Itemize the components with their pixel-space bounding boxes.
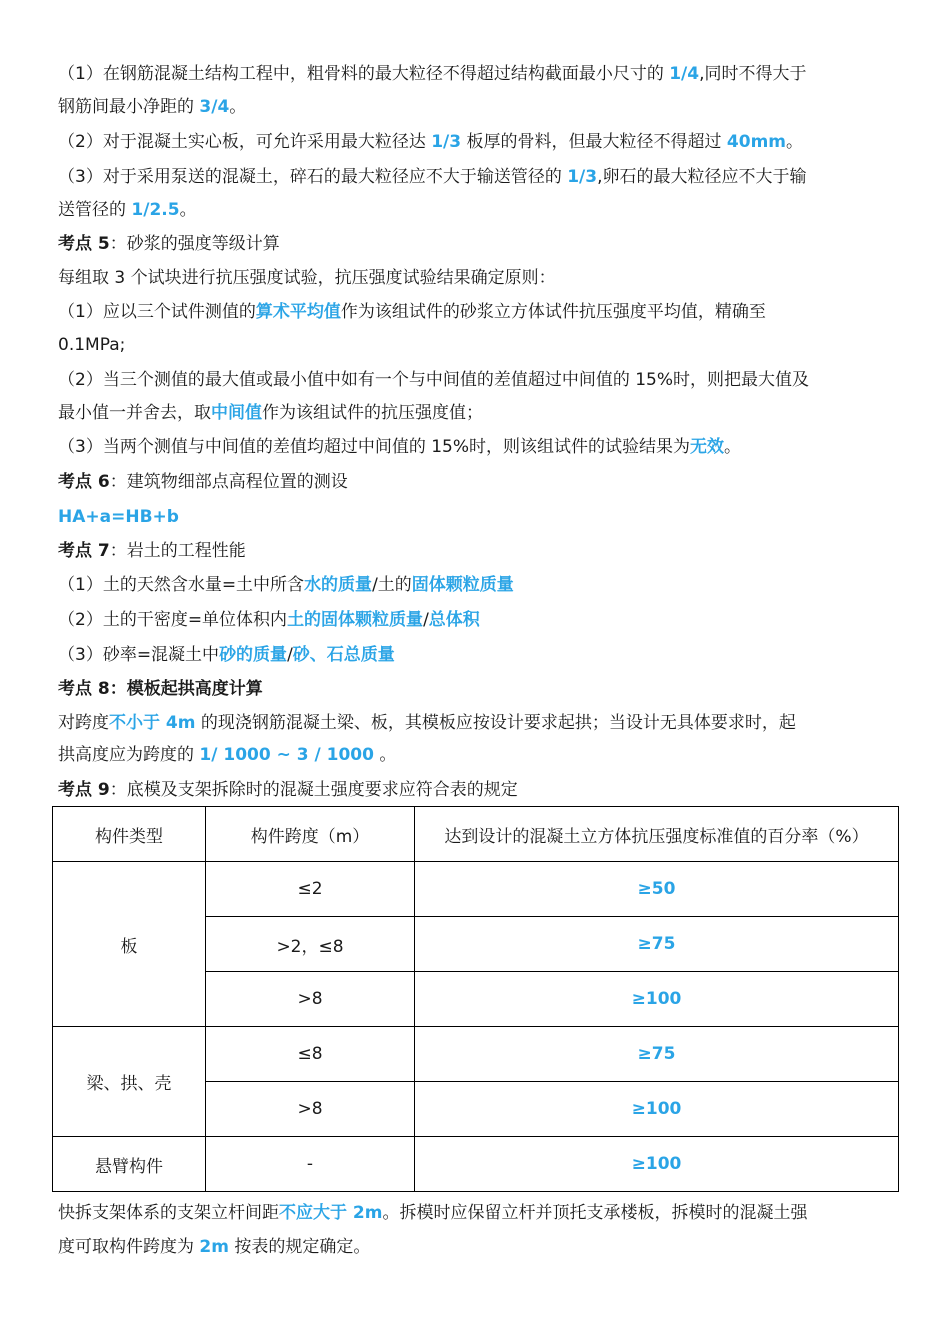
strength-cell: ≥75 [415,917,899,972]
section-7-rule-1 [58,574,898,596]
heading-text: ：模板起拱高度计算 [109,679,263,699]
highlight: 3/4 [199,97,230,117]
section-5-rule-2-line-2 [58,402,898,424]
section-heading-6 [58,471,898,493]
text: （2）土的干密度=单位体积内 [58,610,288,630]
heading-text: ：底模及支架拆除时的混凝土强度要求应符合表的规定 [109,780,518,800]
text: 对跨度 [58,713,109,733]
formula [58,506,898,528]
section-8-line-1 [58,712,898,734]
heading-label: 考点 6 [58,472,110,492]
highlight: 水的质量 [304,575,373,595]
strength-cell: ≥100 [415,972,899,1027]
section-5-rule-1-line-1 [58,301,898,323]
highlight: 不小于 4m [109,713,196,733]
highlight: 2m [199,1237,229,1257]
text: 。拆模时应保留立杆并顶托支承楼板，拆模时的混凝土强 [382,1203,808,1223]
component-type-cell: 悬臂构件 [53,1137,206,1192]
text: 按表的规定确定。 [228,1237,371,1257]
text: （3）当两个测值与中间值的差值均超过中间值的 15%时，则该组试件的试验结果为 [58,437,691,457]
text: 。 [179,200,197,220]
table-header-row [53,807,899,862]
text: 。 [786,132,803,152]
text: （3）对于采用泵送的混凝土，碎石的最大粒径应不大于输送管径的 [58,167,568,187]
component-type-cell: 板 [53,862,206,1027]
text: 度可取构件跨度为 [58,1237,200,1257]
heading-label: 考点 7 [58,541,110,561]
rule-1-line-1 [58,63,898,85]
column-header: 达到设计的混凝土立方体抗压强度标准值的百分率（%） [415,807,899,862]
text: 板厚的骨料，但最大粒径不得超过 [461,132,727,152]
rule-3-line-1 [58,166,898,188]
heading-text: ：建筑物细部点高程位置的测设 [109,472,348,492]
rule-2-line [58,131,898,153]
text: /土的 [372,575,412,595]
text: （1）在钢筋混凝土结构工程中，粗骨料的最大粒径不得超过结构截面最小尺寸的 [58,64,670,84]
span-cell: ≤8 [206,1027,415,1082]
heading-label: 考点 9 [58,780,110,800]
text: / [287,645,293,665]
highlight: 1/4 [669,64,700,84]
section-7-rule-3 [58,644,898,666]
section-5-rule-2-line-1 [58,369,898,391]
highlight: 1/ 1000 ~ 3 / 1000 [199,745,374,765]
span-cell: >2，≤8 [206,917,415,972]
span-cell: - [206,1137,415,1192]
section-5-rule-3 [58,436,898,458]
text: 快拆支架体系的支架立杆间距 [58,1203,279,1223]
highlight: 算术平均值 [255,302,341,322]
table-row [53,1027,899,1082]
text: 0.1MPa; [58,335,126,355]
section-heading-5 [58,233,898,255]
text: 最小值一并舍去，取 [58,403,211,423]
table-row [53,1137,899,1192]
highlight: 1/2.5 [131,200,180,220]
highlight: 不应大于 2m [279,1203,383,1223]
text: （1）土的天然含水量=土中所含 [58,575,305,595]
highlight: HA+a=HB+b [58,507,179,527]
highlight: 中间值 [211,403,262,423]
section-8-line-2 [58,744,898,766]
section-heading-7 [58,540,898,562]
span-cell: ≤2 [206,862,415,917]
rule-1-line-2 [58,96,898,118]
strength-cell: ≥75 [415,1027,899,1082]
highlight: 1/3 [567,167,598,187]
text: / [423,610,429,630]
text: （2）当三个测值的最大值或最小值中如有一个与中间值的差值超过中间值的 15%时，则把最大值及 [58,370,810,390]
heading-text: ：砂浆的强度等级计算 [109,234,280,254]
section-5-intro [58,267,898,289]
highlight: 无效 [690,437,725,457]
strength-cell: ≥100 [415,1082,899,1137]
highlight: 砂、石总质量 [292,645,395,665]
highlight: 1/3 [431,132,462,152]
column-header: 构件跨度（m） [206,807,415,862]
text: ,同时不得大于 [699,64,807,84]
strength-cell: ≥50 [415,862,899,917]
text: 钢筋间最小净距的 [58,97,200,117]
highlight: 40mm [726,132,786,152]
tail-line-1 [58,1202,898,1224]
highlight: 砂的质量 [219,645,288,665]
span-cell: >8 [206,1082,415,1137]
text: 。 [229,97,247,117]
formwork-removal-table [52,806,899,1192]
highlight: 总体积 [428,610,480,630]
text: 每组取 3 个试块进行抗压强度试验，抗压强度试验结果确定原则： [58,268,556,288]
text: ,卵石的最大粒径应不大于输 [597,167,807,187]
text: 作为该组试件的砂浆立方体试件抗压强度平均值，精确至 [340,302,766,322]
span-cell: >8 [206,972,415,1027]
section-heading-9 [58,779,898,801]
tail-line-2 [58,1236,898,1258]
rule-3-line-2 [58,199,898,221]
text: 拱高度应为跨度的 [58,745,200,765]
highlight: 固体颗粒质量 [411,575,514,595]
section-heading-8 [58,678,898,700]
text: （1）应以三个试件测值的 [58,302,256,322]
text: 。 [724,437,742,457]
heading-label: 考点 8 [58,679,110,699]
strength-cell: ≥100 [415,1137,899,1192]
text: 的现浇钢筋混凝土梁、板，其模板应按设计要求起拱；当设计无具体要求时，起 [195,713,796,733]
section-7-rule-2 [58,609,898,631]
table-row [53,862,899,917]
heading-text: ：岩土的工程性能 [109,541,246,561]
column-header: 构件类型 [53,807,206,862]
text: 作为该组试件的抗压强度值； [262,403,483,423]
heading-label: 考点 5 [58,234,110,254]
section-5-rule-1-line-2 [58,334,898,356]
text: （3）砂率=混凝土中 [58,645,220,665]
text: 。 [373,745,397,765]
text: 送管径的 [58,200,132,220]
highlight: 土的固体颗粒质量 [287,610,424,630]
component-type-cell: 梁、拱、壳 [53,1027,206,1137]
text: （2）对于混凝土实心板，可允许采用最大粒径达 [58,132,432,152]
